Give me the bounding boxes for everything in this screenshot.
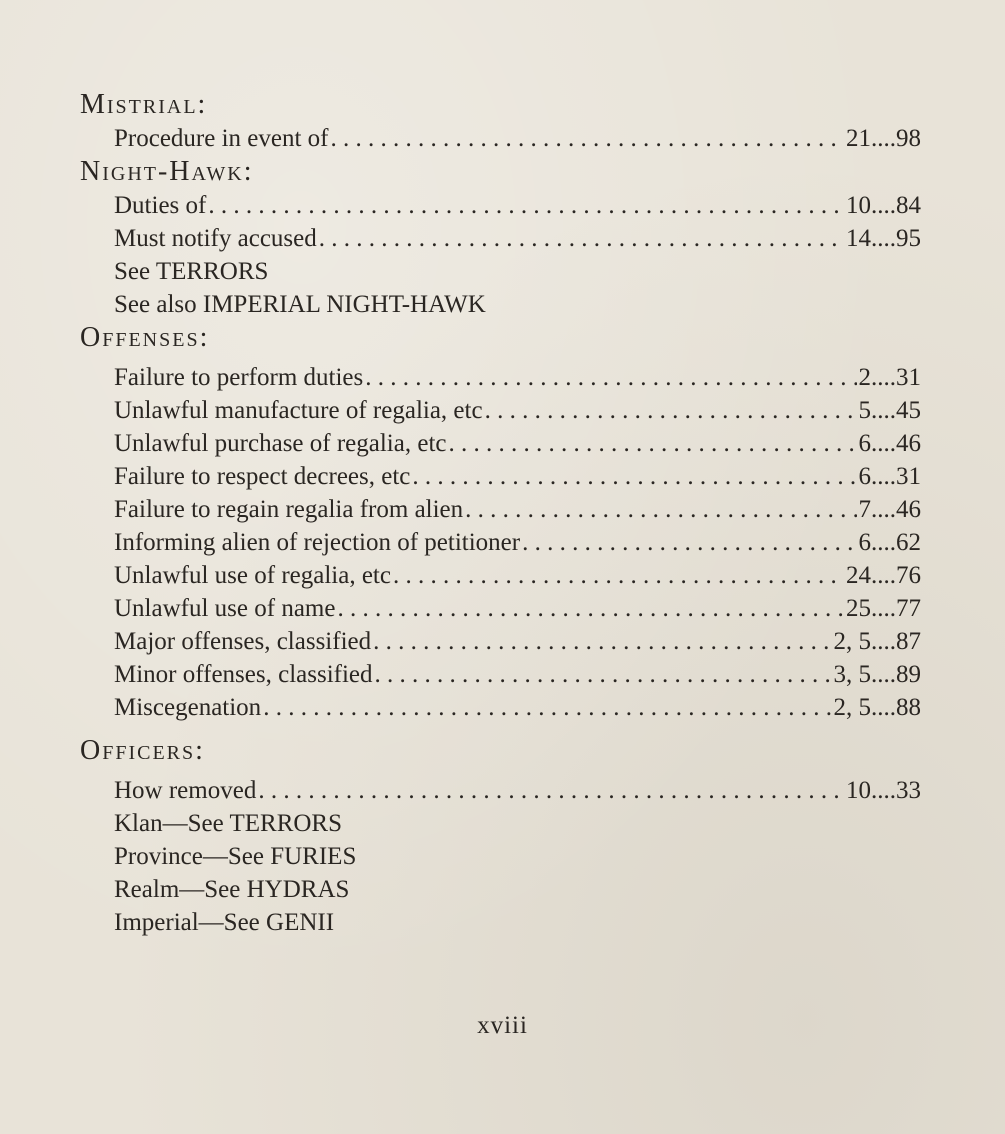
leader-dots xyxy=(263,691,831,724)
index-entry-cross-reference xyxy=(114,873,925,906)
leader-dots xyxy=(522,526,856,559)
entry-label: Procedure in event of xyxy=(114,125,329,152)
index-entry xyxy=(114,625,925,658)
entry-label: See also IMPERIAL NIGHT-HAWK xyxy=(114,291,486,318)
index-entry xyxy=(114,592,925,625)
index-entry xyxy=(114,394,925,427)
entry-refs: 7....46 xyxy=(858,496,921,523)
entry-label: Unlawful use of regalia, etc xyxy=(114,562,391,589)
entry-label: Imperial—See GENII xyxy=(114,909,335,936)
entry-list xyxy=(80,122,925,155)
leader-dots xyxy=(373,625,831,658)
entry-label: Major offenses, classified xyxy=(114,628,372,655)
entry-refs: 10....84 xyxy=(846,192,921,219)
entry-label: Unlawful purchase of regalia, etc xyxy=(114,430,447,457)
entry-refs: 6....46 xyxy=(858,430,921,457)
entry-label: Klan—See TERRORS xyxy=(114,810,343,837)
leader-dots xyxy=(258,774,844,807)
entry-label: Failure to respect decrees, etc xyxy=(114,463,411,490)
index-entry xyxy=(114,122,925,155)
index-entry xyxy=(114,774,925,807)
entry-label: Unlawful manufacture of regalia, etc xyxy=(114,397,483,424)
leader-dots xyxy=(375,658,832,691)
index-entry xyxy=(114,460,925,493)
page-number: xviii xyxy=(477,1012,528,1039)
index-entry xyxy=(114,361,925,394)
index-entry xyxy=(114,222,925,255)
index-content xyxy=(80,88,925,939)
entry-refs: 2, 5....88 xyxy=(833,694,921,721)
index-entry-cross-reference xyxy=(114,807,925,840)
entry-label: How removed xyxy=(114,777,257,804)
section-heading: Night-Hawk: xyxy=(80,156,254,187)
leader-dots xyxy=(319,222,844,255)
entry-refs: 21....98 xyxy=(846,125,921,152)
entry-refs: 2, 5....87 xyxy=(833,628,921,655)
leader-dots xyxy=(448,427,856,460)
entry-label: Realm—See HYDRAS xyxy=(114,876,350,903)
entry-refs: 2....31 xyxy=(858,364,921,391)
entry-label: Minor offenses, classified xyxy=(114,661,373,688)
section-heading: Offenses: xyxy=(80,322,210,353)
entry-list xyxy=(80,361,925,724)
leader-dots xyxy=(465,493,856,526)
index-entry xyxy=(114,559,925,592)
leader-dots xyxy=(393,559,844,592)
entry-label: Informing alien of rejection of petitioner xyxy=(114,529,521,556)
entry-refs: 5....45 xyxy=(858,397,921,424)
index-section-offenses xyxy=(80,321,925,724)
index-section-night-hawk xyxy=(80,155,925,321)
index-entry xyxy=(114,493,925,526)
entry-label: Must notify accused xyxy=(114,225,317,252)
index-entry xyxy=(114,658,925,691)
leader-dots xyxy=(485,394,857,427)
entry-list xyxy=(80,189,925,321)
entry-label: Miscegenation xyxy=(114,694,262,721)
entry-label: Province—See FURIES xyxy=(114,843,357,870)
entry-label: Unlawful use of name xyxy=(114,595,336,622)
entry-refs: 3, 5....89 xyxy=(833,661,921,688)
index-section-mistrial xyxy=(80,88,925,155)
index-entry-cross-reference xyxy=(114,840,925,873)
section-heading: Officers: xyxy=(80,735,205,766)
index-entry xyxy=(114,691,925,724)
entry-label: Failure to perform duties xyxy=(114,364,364,391)
leader-dots xyxy=(412,460,856,493)
index-entry xyxy=(114,526,925,559)
index-entry-cross-reference xyxy=(114,288,925,321)
leader-dots xyxy=(208,189,844,222)
leader-dots xyxy=(365,361,856,394)
entry-refs: 25....77 xyxy=(846,595,921,622)
index-entry xyxy=(114,189,925,222)
entry-list xyxy=(80,774,925,939)
section-heading: Mistrial: xyxy=(80,89,208,120)
entry-label: Failure to regain regalia from alien xyxy=(114,496,464,523)
leader-dots xyxy=(331,122,844,155)
entry-refs: 24....76 xyxy=(846,562,921,589)
index-section-officers xyxy=(80,734,925,939)
index-entry-cross-reference xyxy=(114,255,925,288)
leader-dots xyxy=(337,592,844,625)
entry-label: See TERRORS xyxy=(114,258,269,285)
index-entry xyxy=(114,427,925,460)
entry-refs: 10....33 xyxy=(846,777,921,804)
entry-label: Duties of xyxy=(114,192,207,219)
entry-refs: 14....95 xyxy=(846,225,921,252)
index-entry-cross-reference xyxy=(114,906,925,939)
entry-refs: 6....62 xyxy=(858,529,921,556)
entry-refs: 6....31 xyxy=(858,463,921,490)
